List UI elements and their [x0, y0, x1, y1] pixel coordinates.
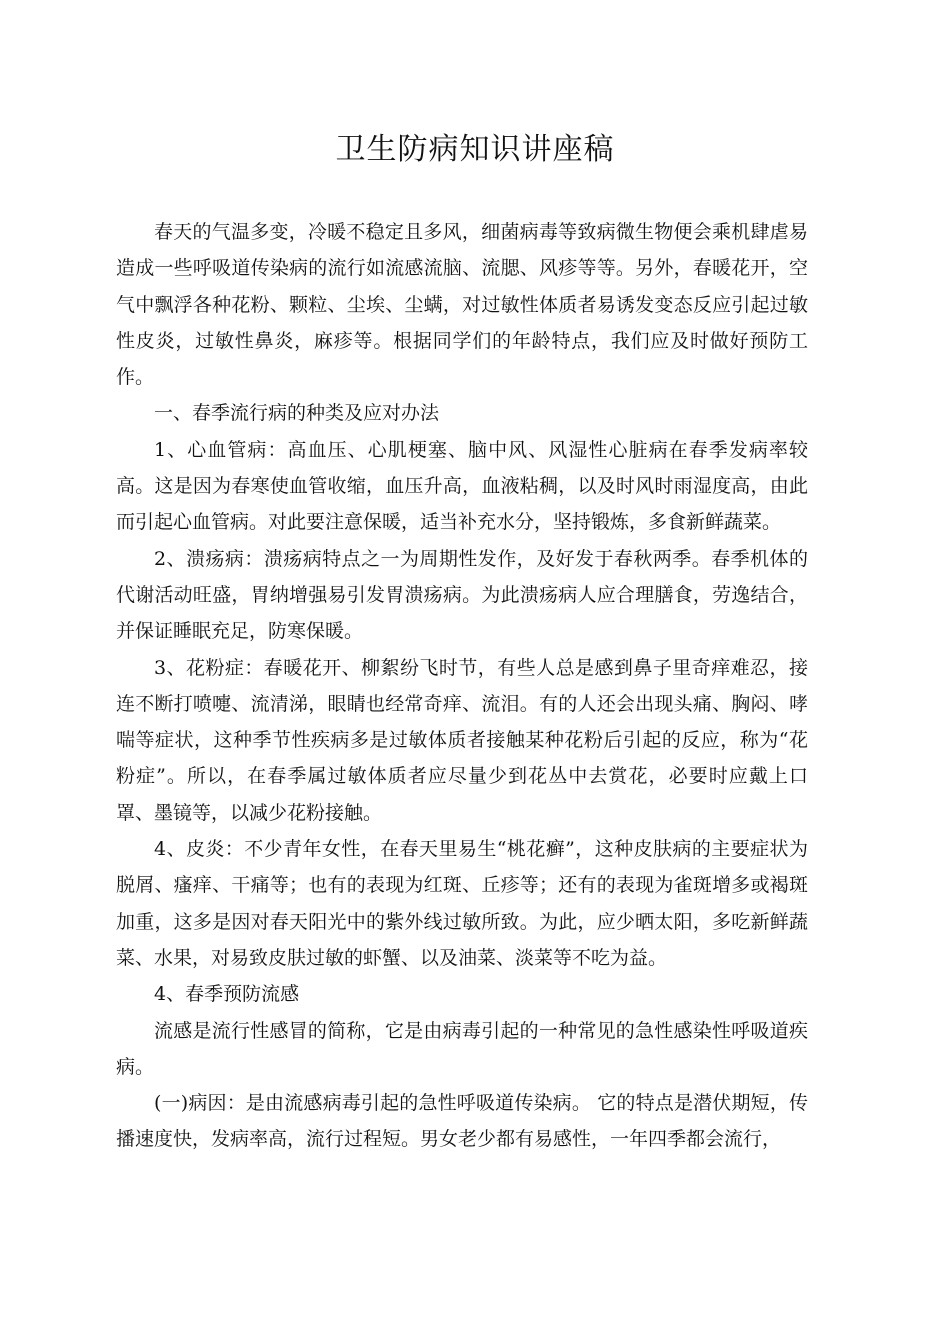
section-heading-1: 一、春季流行病的种类及应对办法: [154, 402, 440, 425]
paragraph-intro: 春天的气温多变，冷暖不稳定且多风，细菌病毒等致病微生物便会乘机肆虐易造成一些呼吸道传染病的流行如流感流脑、流腮、风疹等等。另外，春暖花开，空气中飘浮各种花粉、颗粒、尘埃、尘螨，对过敏性体质者易诱发变态反应引起过敏性皮炎，过敏性鼻炎，麻疹等。根据同学们的年龄特点，我们应及时做好预防工作。: [116, 221, 808, 389]
paragraph-cardiovascular: 1、心血管病：高血压、心肌梗塞、脑中风、风湿性心脏病在春季发病率较高。这是因为春寒使血管收缩，血压升高，血液粘稠，以及时风时雨湿度高，由此而引起心血管病。对此要注意保暖，适当补充水分，坚持锻炼，多食新鲜蔬菜。: [116, 438, 808, 534]
document-body: [116, 214, 808, 1158]
paragraph-dermatitis: 4、皮炎：不少青年女性，在春天里易生“桃花癣”，这种皮肤病的主要症状为脱屑、瘙痒、干痛等；也有的表现为红斑、丘疹等；还有的表现为雀斑增多或褐斑加重，这多是因对春天阳光中的紫外线过敏所致。为此，应少晒太阳，多吃新鲜蔬菜、水果，对易致皮肤过敏的虾蟹、以及油菜、淡菜等不吃为益。: [116, 838, 808, 969]
paragraph-flu-cause: (一)病因：是由流感病毒引起的急性呼吸道传染病。 它的特点是潜伏期短，传播速度快，发病率高，流行过程短。男女老少都有易感性，一年四季都会流行，: [116, 1092, 808, 1151]
document-title: 卫生防病知识讲座稿: [335, 132, 615, 167]
paragraph-flu-definition: 流感是流行性感冒的简称，它是由病毒引起的一种常见的急性感染性呼吸道疾病。: [116, 1019, 808, 1078]
paragraph-pollen-allergy: 3、花粉症：春暖花开、柳絮纷飞时节，有些人总是感到鼻子里奇痒难忍，接连不断打喷嚏、流清涕，眼睛也经常奇痒、流泪。有的人还会出现头痛、胸闷、哮喘等症状，这种季节性疾病多是过敏体质者接触某种花粉后引起的反应，称为“花粉症”。所以，在春季属过敏体质者应尽量少到花丛中去赏花，必要时应戴上口罩、墨镜等，以减少花粉接触。: [116, 656, 808, 824]
paragraph-ulcer: 2、溃疡病：溃疡病特点之一为周期性发作，及好发于春秋两季。春季机体的代谢活动旺盛，胃纳增强易引发胃溃疡病。为此溃疡病人应合理膳食，劳逸结合，并保证睡眠充足，防寒保暖。: [116, 547, 808, 643]
section-heading-flu: 4、春季预防流感: [154, 983, 300, 1006]
